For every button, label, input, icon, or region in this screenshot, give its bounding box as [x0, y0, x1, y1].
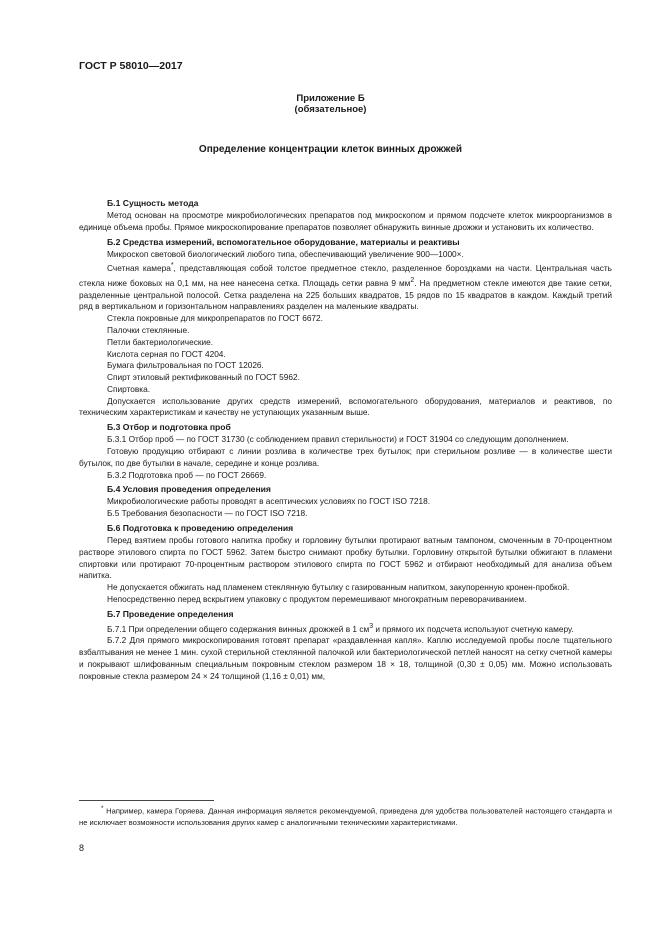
page-title: Определение концентрации клеток винных дрожжей — [198, 144, 463, 155]
list-item: Бумага фильтровальная по ГОСТ 12026. — [107, 360, 264, 371]
paragraph: Б.5 Требования безопасности — по ГОСТ ISO 7218. — [107, 508, 308, 519]
section-heading-b2: Б.2 Средства измерений, вспомогательное оборудование, материалы и реактивы — [107, 236, 460, 247]
paragraph: Б.3.2 Подготовка проб — по ГОСТ 26669. — [107, 469, 267, 480]
footnote-text: Например, камера Горяева. Данная информация является рекомендуемой, приведена для удобства пользователей настоящего стандарта и не исключает возможности использования других камер с аналогичными техническими характеристиками. — [79, 806, 612, 827]
appendix-label: Приложение Б — [296, 93, 365, 104]
paragraph: Микробиологические работы проводят в асептических условиях по ГОСТ ISO 7218. — [107, 496, 430, 507]
document-id: ГОСТ Р 58010—2017 — [79, 60, 183, 72]
paragraph: Метод основан на просмотре микробиологических препаратов под микроскопом и прямом подсчете клеток микроорганизмов в единице объема пробы. Прямое микроскопирование препаратов позволяет обнаружить винные дрожжи и установить их количество. — [79, 210, 612, 232]
paragraph: Микроскоп световой биологический любого типа, обеспечивающий увеличение 900—1000×. — [107, 248, 464, 259]
paragraph: Б.3.1 Отбор проб — по ГОСТ 31730 (с соблюдением правил стерильности) и ГОСТ 31904 со следующим дополнением. — [107, 434, 569, 445]
list-item: Петли бактериологические. — [107, 336, 214, 347]
list-item: Палочки стеклянные. — [107, 324, 190, 335]
footnote-divider — [79, 800, 214, 801]
paragraph: Не допускается обжигать над пламенем стеклянную бутылку с газированным напитком, закупоренную кронен-пробкой. — [107, 582, 570, 593]
page-number: 8 — [79, 843, 85, 853]
footnote — [79, 803, 612, 828]
footnote-ref: * — [170, 262, 174, 270]
section-heading-b6: Б.6 Подготовка к проведению определения — [107, 523, 294, 534]
paragraph: Б.7.2 Для прямого микроскопирования готовят препарат «раздавленная капля». Каплю исследуемой пробы после тщательного взбалтывания не менее 1 мин. сухой стерильной стеклянной палочкой или бактериологической петлей наносят на сетку счетной камеры и покрывают шлифованным специальным покровным стеклом размером 18 × 18, толщиной (0,30 ± 0,05) мм. Можно использовать покровные стекла размером 24 × 24 толщиной (1,16 ± 0,01) мм, — [79, 635, 612, 681]
main-content — [79, 197, 612, 683]
paragraph: Непосредственно перед вскрытием упаковку с продуктом перемешивают многократным переворачиванием. — [107, 594, 527, 605]
list-item: Спиртовка. — [107, 383, 151, 394]
list-item: Стекла покровные для микропрепаратов по ГОСТ 6672. — [107, 313, 323, 324]
list-item: Спирт этиловый ректификованный по ГОСТ 5962. — [107, 372, 300, 383]
section-heading-b4: Б.4 Условия проведения определения — [107, 484, 271, 495]
section-heading-b1: Б.1 Сущность метода — [107, 198, 199, 208]
paragraph: Перед взятием пробы готового напитка пробку и горловину бутылки протирают ватным тампоном, смоченным в 70-процентном растворе этилового спирта по ГОСТ 5962. Затем быстро снимают пробку бутылки. Горловину открытой бутылки обжигают в пламени спиртовки или протирают 70-процентным раствором этилового спирта по ГОСТ 5962 и отбирают необходимый для анализа объем напитка. — [79, 535, 612, 581]
paragraph: Б.7.1 При определении общего содержания винных дрожжей в 1 $см^3$ и прямого их подсчета используют счетную камеру. — [107, 622, 574, 634]
section-heading-b3: Б.3 Отбор и подготовка проб — [107, 422, 231, 433]
paragraph: Готовую продукцию отбирают с линии розлива в количестве трех бутылок; при стерильном розливе — в количестве шести бутылок, по две бутылки в начале, середине и конце розлива. — [79, 446, 612, 468]
paragraph: Счетная камера*, представляющая собой толстое предметное стекло, разделенное бороздками на части. Центральная часть стекла ниже боковых на 0,1 мм, на нее нанесена сетка. Площадь сетки равна 9 $мм^2$. На предметном стекле имеются две такие сетки, разделенные центральной полосой. Сетка разделена на 225 больших квадратов, 15 рядов по 15 квадратов в каждом. Каждый третий ряд в вертикальном и горизонтальном направлениях разделен на маленькие квадраты. — [79, 262, 612, 312]
appendix-status: (обязательное) — [294, 104, 367, 115]
footnote-mark: * — [101, 805, 104, 812]
list-item: Кислота серная по ГОСТ 4204. — [107, 348, 226, 359]
section-heading-b7: Б.7 Проведение определения — [107, 608, 234, 619]
paragraph: Допускается использование других средств измерений, вспомогательного оборудования, материалов и реактивов, по техническим характеристикам и качеству не уступающих указанным выше. — [79, 395, 612, 418]
